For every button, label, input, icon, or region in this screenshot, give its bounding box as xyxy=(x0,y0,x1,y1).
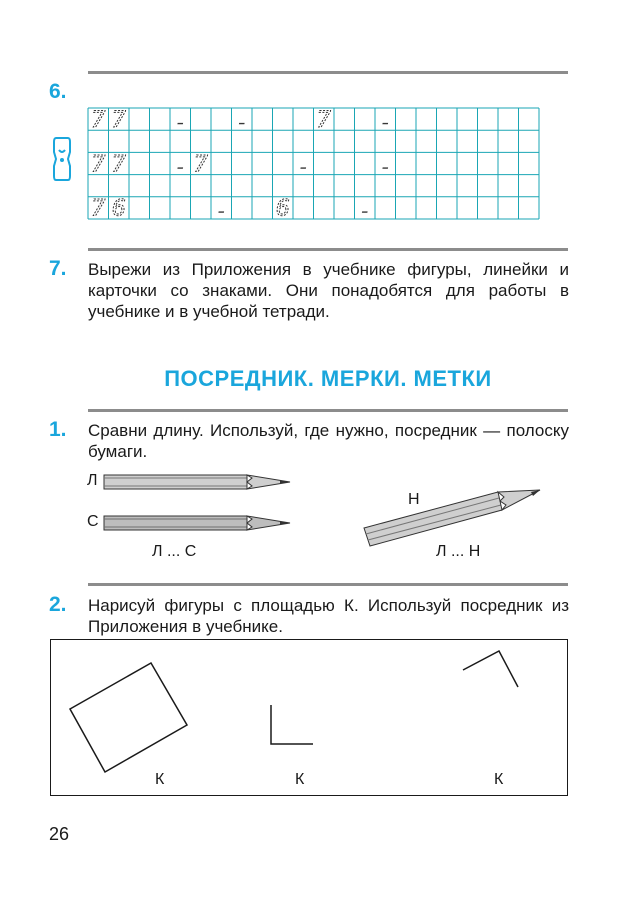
task2-text: Нарисуй фигуры с площадью К. Используй посредник из Приложения в учебнике. xyxy=(88,596,569,636)
compare-left: Л ... С xyxy=(152,543,197,560)
task2-number: 2. xyxy=(49,593,67,616)
k-label-2: К xyxy=(295,771,305,788)
page-number: 26 xyxy=(49,824,70,844)
task7-rule xyxy=(88,248,568,251)
grid-digit: 7 xyxy=(111,152,126,178)
grid-digit: – xyxy=(300,160,307,175)
k-label-3: К xyxy=(494,771,504,788)
grid-digit: 6 xyxy=(275,196,290,222)
pencil-l xyxy=(102,470,294,494)
grid-digit: – xyxy=(382,160,389,175)
grid-digit: 7 xyxy=(316,107,331,133)
grid-digit: 7 xyxy=(91,107,106,133)
grid-digit: 7 xyxy=(91,152,106,178)
drawing-figures xyxy=(50,639,568,796)
grid-digit: 7 xyxy=(91,196,106,222)
pencil-label-s: С xyxy=(87,513,99,530)
grid-digit: 7 xyxy=(111,107,126,133)
corner-figure xyxy=(271,705,313,744)
task2-rule xyxy=(88,583,568,586)
grid-digit: – xyxy=(238,115,245,130)
task7-text: Вырежи из Приложения в учебнике фигуры, линейки и карточки со знаками. Они понадобятся для работы в учебнике и в учебной тетради. xyxy=(88,260,569,321)
task6-number: 6. xyxy=(49,80,67,103)
task7-number: 7. xyxy=(49,257,67,280)
grid-digit: – xyxy=(177,160,184,175)
grid-digit: – xyxy=(177,115,184,130)
task1-number: 1. xyxy=(49,418,67,441)
task1-text: Сравни длину. Используй, где нужно, посредник — полоску бумаги. xyxy=(88,421,569,461)
grid-digit: 7 xyxy=(193,152,208,178)
grid-digit: 6 xyxy=(111,196,126,222)
k-label-1: К xyxy=(155,771,165,788)
compare-right: Л ... Н xyxy=(436,543,481,560)
grid-digit: – xyxy=(218,204,225,219)
rotated-square-figure xyxy=(70,663,187,772)
pencil-s xyxy=(102,511,294,535)
task1-rule xyxy=(88,409,568,412)
grid-digit: – xyxy=(382,115,389,130)
pencil-label-l: Л xyxy=(87,472,98,489)
angle-figure xyxy=(463,651,518,687)
pencil-label-n: Н xyxy=(408,491,420,508)
section-title: ПОСРЕДНИК. МЕРКИ. МЕТКИ xyxy=(164,366,492,391)
grid-digit: – xyxy=(361,204,368,219)
